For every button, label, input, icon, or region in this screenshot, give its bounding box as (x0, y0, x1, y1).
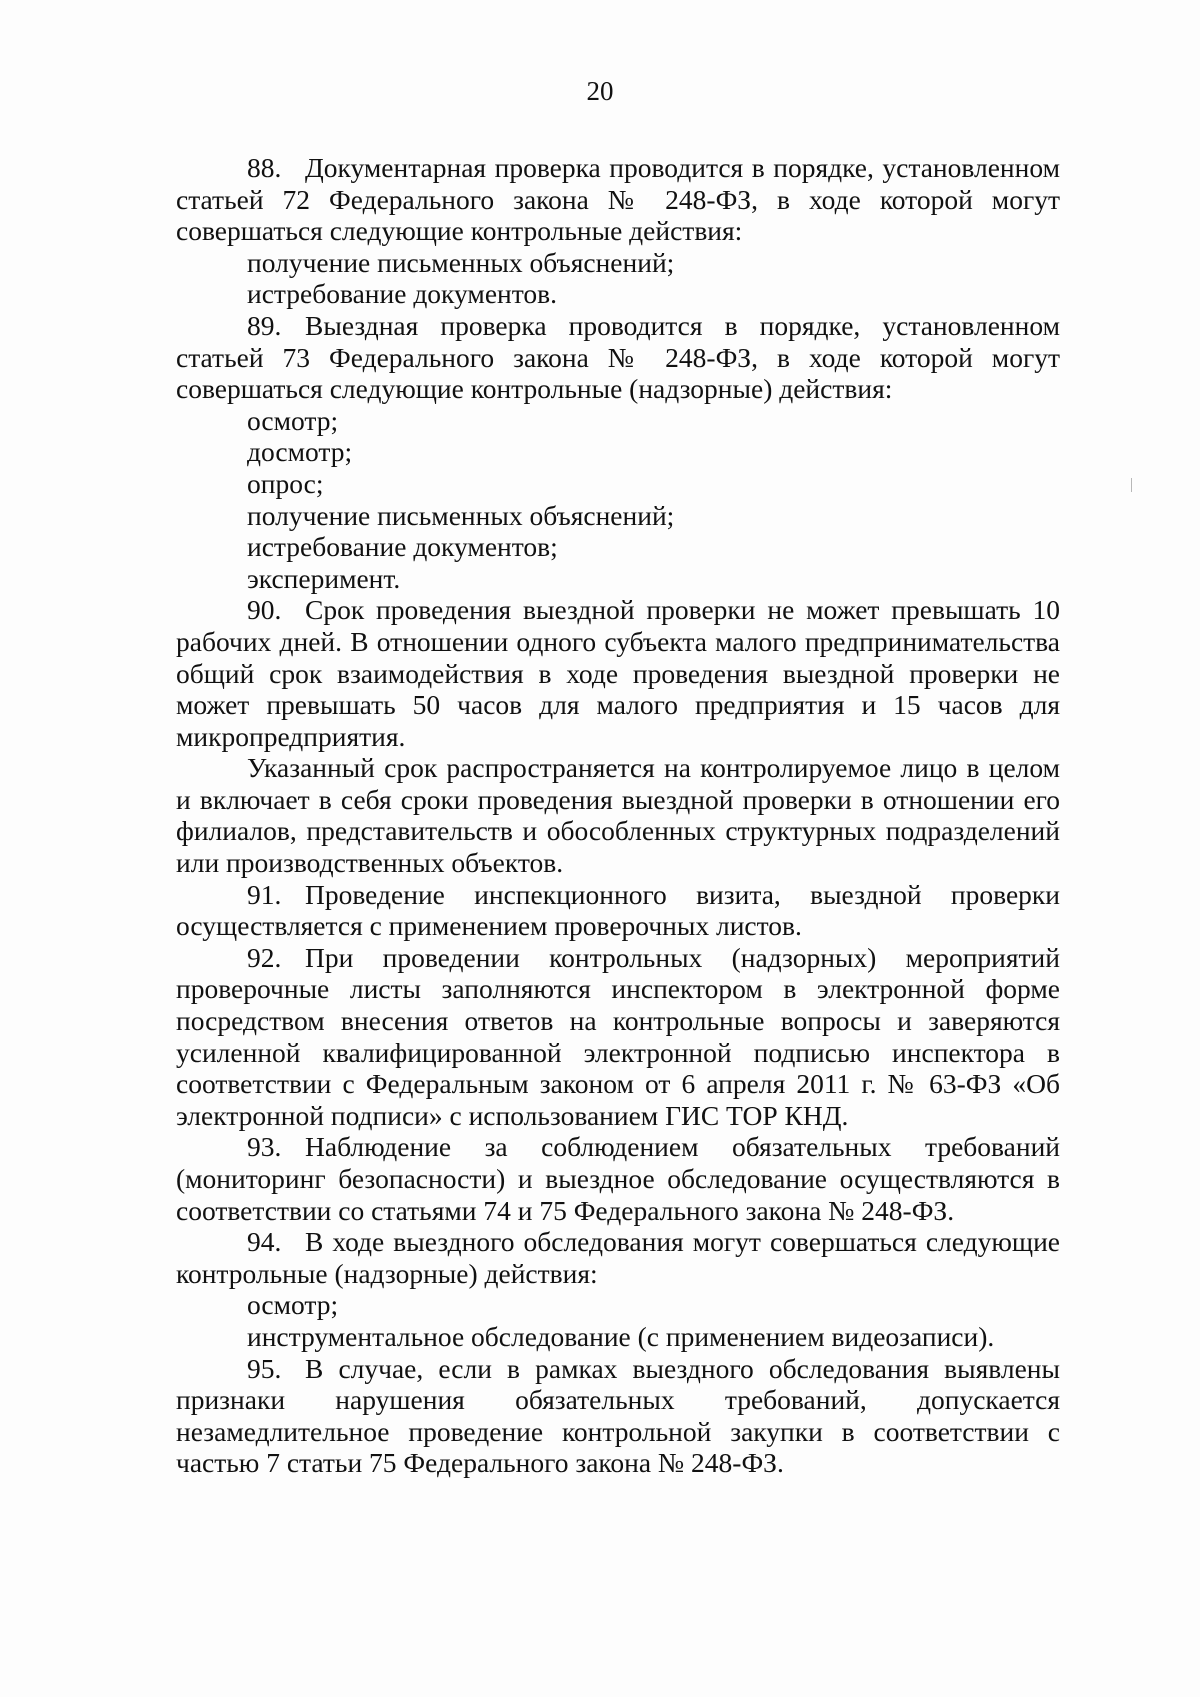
paragraph-text: Проведение инспекционного визита, выездной проверки осуществляется с применением проверочных листов. (176, 878, 1060, 942)
paragraph-number: 91. (247, 878, 282, 910)
paragraph-text: При проведении контрольных (надзорных) мероприятий проверочные листы заполняются инспектором в электронной форме посредством внесения ответов на контрольные вопросы и заверяются усиленной квалифицированной электронной подписью инспектора в соответствии с Федеральным законом от 6 апреля 2011 г. № 63-ФЗ «Об электронной подписи» с использованием ГИС ТОР КНД. (176, 941, 1060, 1131)
paragraph-95 (176, 1353, 1060, 1479)
list-item: досмотр; (247, 436, 353, 468)
list-item: истребование документов; (247, 531, 558, 563)
list-item: эксперимент. (247, 562, 401, 594)
list-item: истребование документов. (247, 278, 558, 310)
paragraph-92 (176, 942, 1060, 1132)
paragraph-number: 90. (247, 594, 282, 626)
list-item: осмотр; (247, 404, 339, 436)
list-item: опрос; (247, 467, 324, 499)
list-item: получение письменных объяснений; (247, 246, 675, 278)
paragraph-88 (176, 152, 1060, 247)
paragraph-number: 92. (247, 941, 282, 973)
paragraph-number: 95. (247, 1352, 282, 1384)
paragraph-text: Срок проведения выездной проверки не может превышать 10 рабочих дней. В отношении одного субъекта малого предпринимательства общий срок взаимодействия в ходе проведения выездной проверки не может превышать 50 часов для малого предприятия и 15 часов для микропредприятия. (176, 594, 1060, 752)
scan-artifact (1131, 478, 1132, 492)
paragraph-number: 94. (247, 1226, 282, 1258)
paragraph-94 (176, 1226, 1060, 1289)
paragraph-text: В ходе выездного обследования могут совершаться следующие контрольные (надзорные) действия: (176, 1226, 1060, 1289)
document-body (176, 152, 1060, 1479)
paragraph-text: Наблюдение за соблюдением обязательных требований (мониторинг безопасности) и выездное обследование осуществляются в соответствии со статьями 74 и 75 Федерального закона № 248-ФЗ. (176, 1131, 1060, 1226)
paragraph-90-continued (176, 752, 1060, 878)
paragraph-93 (176, 1131, 1060, 1226)
list-item: получение письменных объяснений; (247, 499, 675, 531)
paragraph-text: В случае, если в рамках выездного обследования выявлены признаки нарушения обязательных требований, допускается незамедлительное проведение контрольной закупки в соответствии с частью 7 статьи 75 Федерального закона № 248-ФЗ. (176, 1352, 1060, 1479)
paragraph-number: 89. (247, 309, 282, 341)
paragraph-text: Документарная проверка проводится в порядке, установленном статьей 72 Федерального закона № 248-ФЗ, в ходе которой могут совершаться следующие контрольные действия: (176, 152, 1060, 247)
list-item: инструментальное обследование (с применением видеозаписи). (247, 1320, 995, 1352)
paragraph-text: Выездная проверка проводится в порядке, установленном статьей 73 Федерального закона № 248-ФЗ, в ходе которой могут совершаться следующие контрольные (надзорные) действия: (176, 309, 1060, 405)
list-item: осмотр; (247, 1289, 339, 1321)
paragraph-number: 93. (247, 1131, 282, 1163)
paragraph-89 (176, 310, 1060, 405)
paragraph-text: Указанный срок распространяется на контролируемое лицо в целом и включает в себя сроки проведения выездной проверки в отношении его филиалов, представительств и обособленных структурных подразделений или производственных объектов. (176, 752, 1060, 879)
paragraph-90 (176, 594, 1060, 752)
paragraph-number: 88. (247, 152, 282, 183)
paragraph-91 (176, 879, 1060, 942)
page-number: 20 (586, 76, 614, 106)
